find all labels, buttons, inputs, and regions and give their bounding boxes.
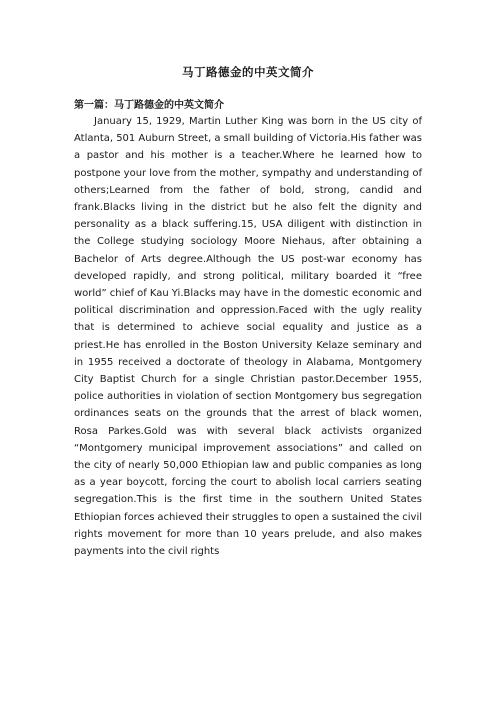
section-heading: 第一篇：马丁路德金的中英文简介 bbox=[74, 100, 224, 111]
document-title: 马丁路德金的中英文简介 bbox=[182, 65, 314, 79]
body-paragraph: January 15, 1929, Martin Luther King was born in the US city of Atlanta, 501 Auburn Street, a small building of Victoria.His father was a pastor and his mother is a teacher.Where he learned how to postpone your love from the mother, sympathy and understanding of others;Learned from the father of bold, strong, candid and frank.Blacks living in the district but he also felt the dignity and personality as a black suffering.15, USA diligent with distinction in the College studying sociology Moore Niehaus, after obtaining a Bachelor of Arts degree.Although the US post-war economy has developed rapidly, and strong political, military boarded it “free world” chief of Kau Yi.Blacks may have in the domestic economic and political discrimination and oppression.Faced with the ugly reality that is determined to achieve social equality and justice as a priest.He has enrolled in the Boston University Kelaze seminary and in 1955 received a doctorate of theology in Alabama, Montgomery City Baptist Church for a single Christian pastor.December 1955, police authorities in violation of section Montgomery bus segregation ordinances seats on the grounds that the arrest of black women, Rosa Parkes.Gold was with several black activists organized “Montgomery municipal improvement associations” and called on the city of nearly 50,000 Ethiopian law and public companies as long as a year boycott, forcing the court to abolish local carriers seating segregation.This is the first time in the southern United States Ethiopian forces achieved their struggles to open a sustained the civil rights movement for more than 10 years prelude, and also makes payments into the civil rights bbox=[74, 116, 422, 558]
